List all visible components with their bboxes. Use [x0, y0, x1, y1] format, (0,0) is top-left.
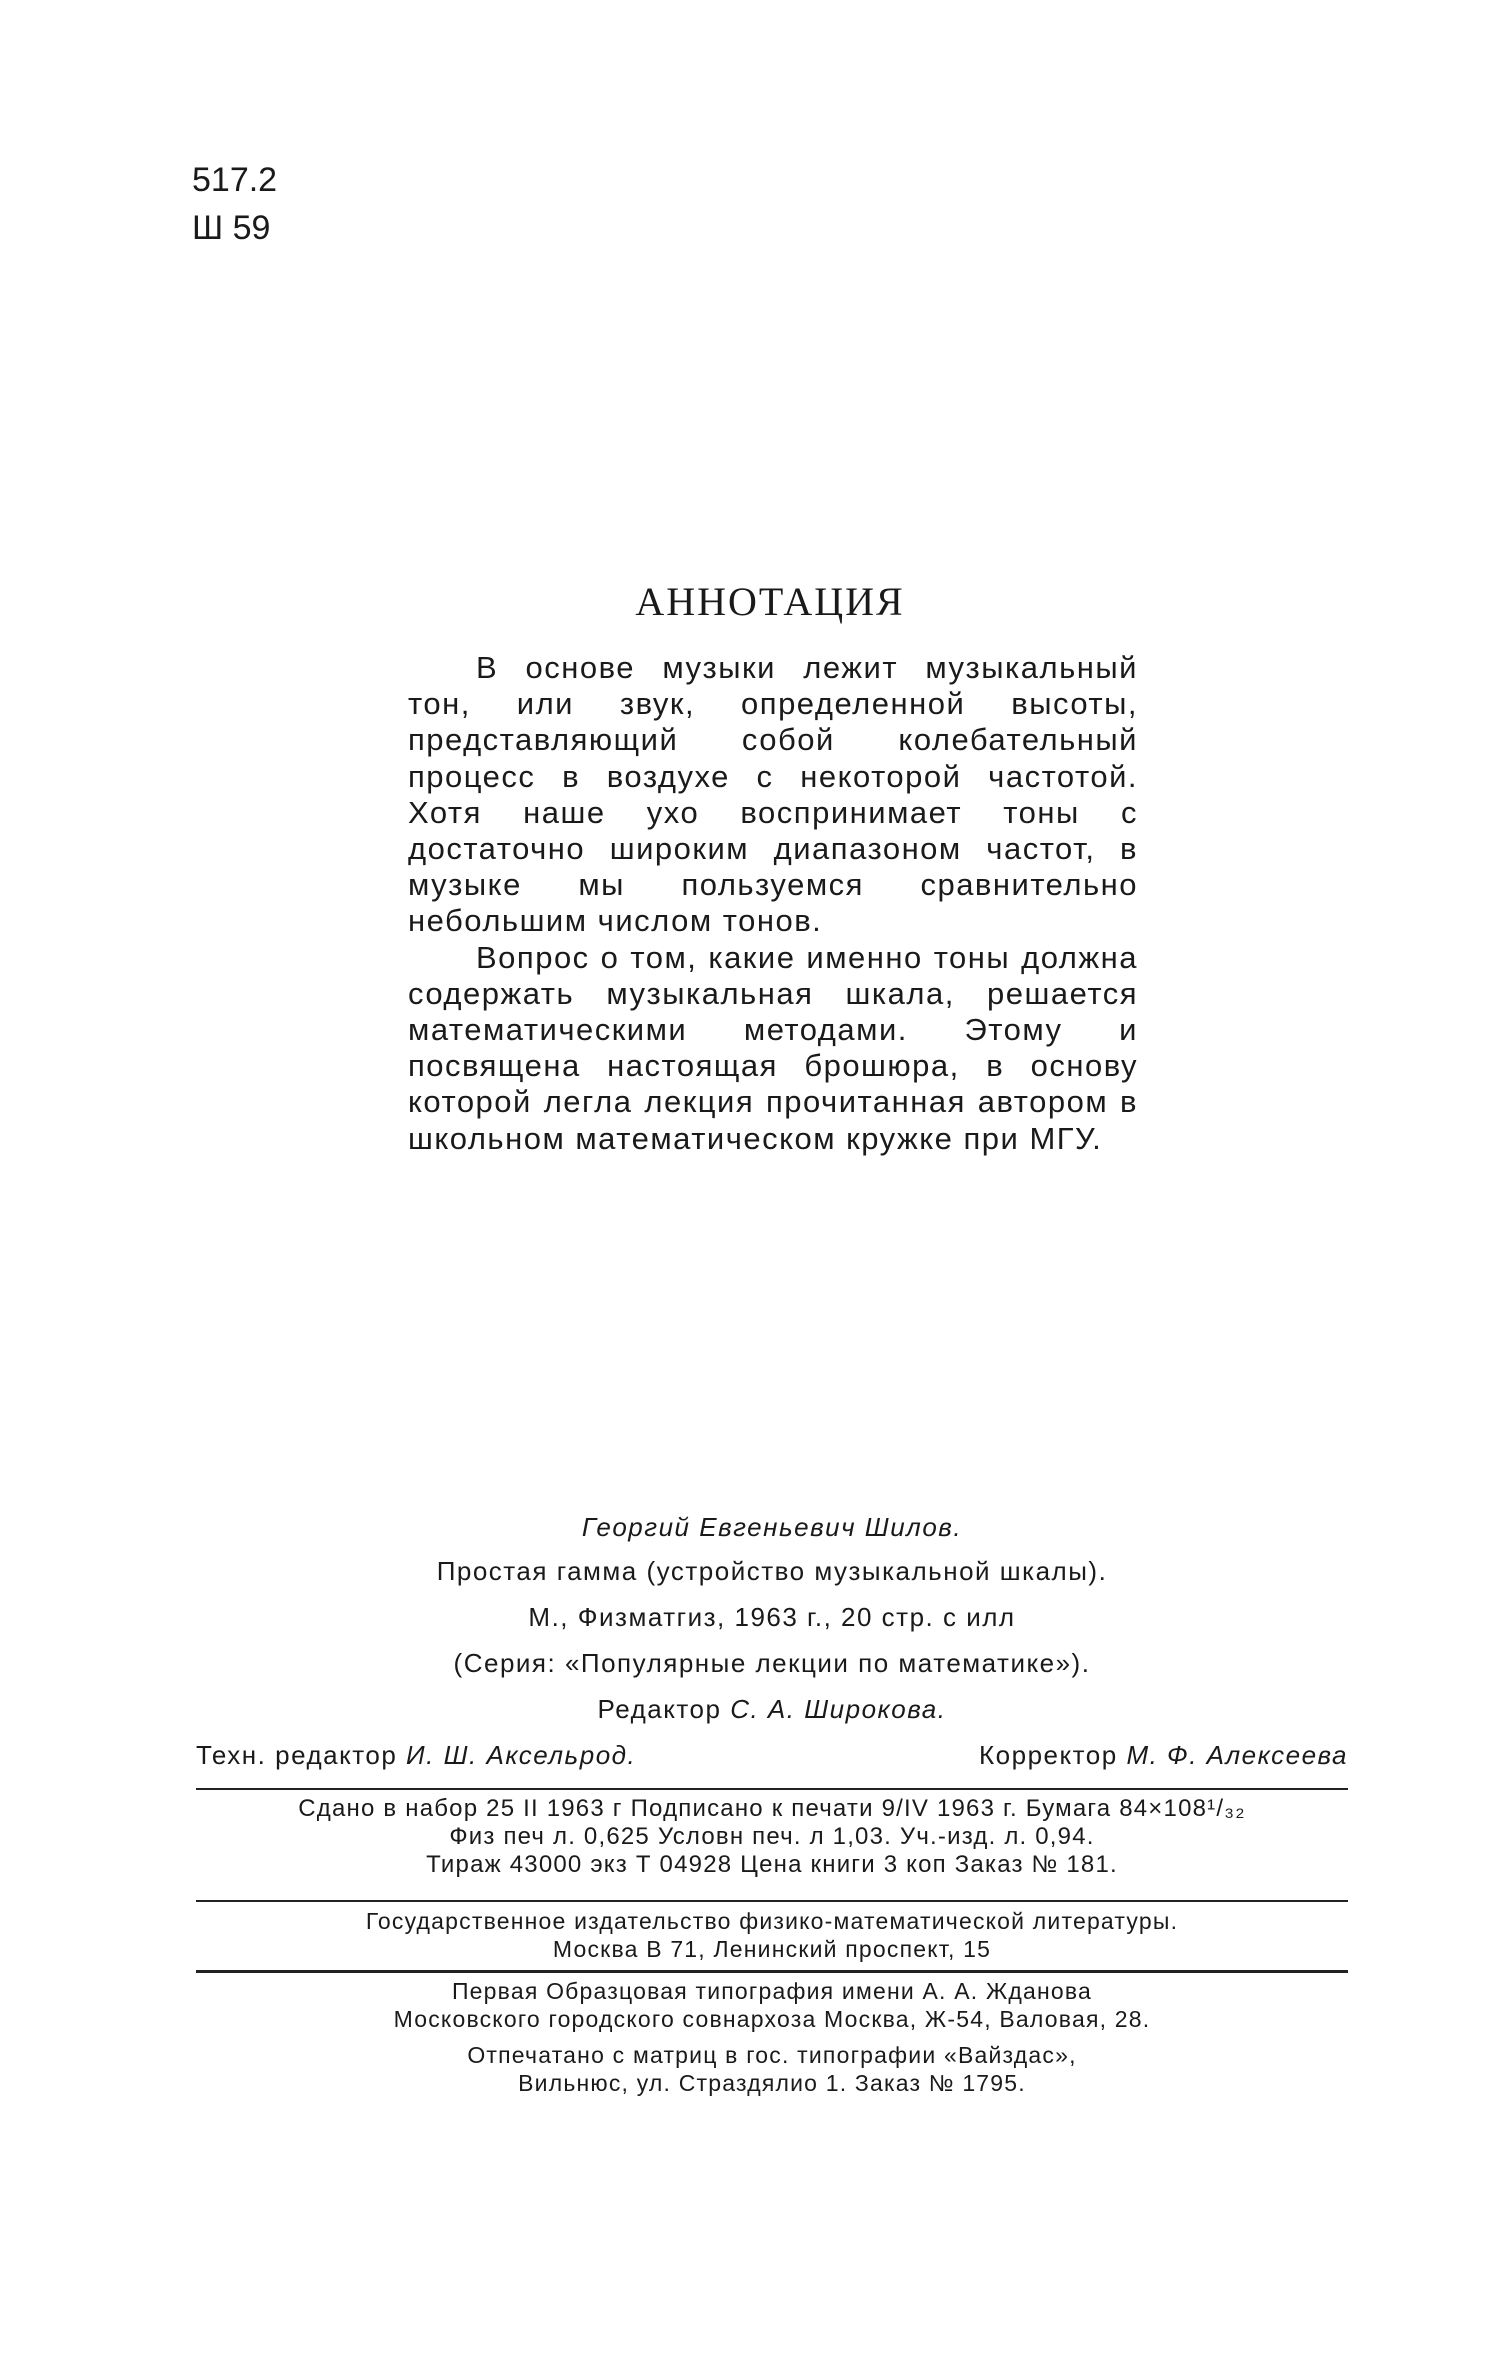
printer-line-3: Отпечатано с матриц в гос. типографии «Вайздас», [467, 2042, 1077, 2068]
series-info: (Серия: «Популярные лекции по математике»). [453, 1648, 1091, 1678]
editor-name: С. А. Широкова. [730, 1694, 947, 1724]
udc-code: 517.2 [192, 161, 278, 199]
production-line-3: Тираж 43000 экз Т 04928 Цена книги 3 коп Заказ № 181. [426, 1851, 1118, 1878]
printer-line-1: Первая Образцовая типография имени А. А. Жданова [451, 1978, 1093, 2004]
publication-info: М., Физматгиз, 1963 г., 20 стр. с илл [528, 1602, 1016, 1632]
annotation-body [408, 650, 1138, 1157]
printer-line-4: Вильнюс, ул. Страздялио 1. Заказ № 1795. [518, 2070, 1026, 2096]
editor-line [196, 1694, 1348, 1725]
corrector-name: М. Ф. Алексеева [1126, 1740, 1348, 1770]
publisher-line-1: Государственное издательство физико-математической литературы. [365, 1908, 1179, 1934]
divider-2 [196, 1900, 1348, 1902]
tech-editor-line [196, 1740, 636, 1771]
author-mark: Ш 59 [192, 209, 271, 247]
tech-editor-label: Техн. редактор [196, 1740, 398, 1770]
book-title: Простая гамма (устройство музыкальной шкалы). [436, 1556, 1108, 1586]
corrector-label: Корректор [979, 1740, 1118, 1770]
corrector-line [979, 1740, 1348, 1771]
annotation-title: АННОТАЦИЯ [635, 579, 905, 624]
author-name: Георгий Евгеньевич Шилов. [581, 1512, 963, 1542]
annotation-paragraph-2: Вопрос о том, какие именно тоны должна содержать музыкальная шкала, решается математическими методами. Этому и посвящена настоящая брошюра, в основу которой легла лекция прочитанная автором в школьном математическом кружке при МГУ. [408, 939, 1138, 1156]
tech-editor-name: И. Ш. Аксельрод. [406, 1740, 637, 1770]
publisher-line-2: Москва В 71, Ленинский проспект, 15 [552, 1936, 992, 1962]
production-line-1: Сдано в набор 25 II 1963 г Подписано к печати 9/IV 1963 г. Бумага 84×108¹/₃₂ [298, 1795, 1246, 1822]
classification-codes [192, 156, 277, 252]
divider-1 [196, 1788, 1348, 1790]
printer-line-2: Московского городского совнархоза Москва, Ж-54, Валовая, 28. [393, 2006, 1151, 2032]
editor-label: Редактор [597, 1694, 722, 1724]
production-line-2: Физ печ л. 0,625 Условн печ. л 1,03. Уч.-изд. л. 0,94. [449, 1823, 1095, 1850]
divider-3 [196, 1970, 1348, 1973]
annotation-paragraph-1: В основе музыки лежит музыкальный тон, или звук, определенной высоты, представляющий собой колебательный процесс в воздухе с некоторой частотой. Хотя наше ухо воспринимает тоны с достаточно широким диапазоном частот, в музыке мы пользуемся сравнительно небольшим числом тонов. [408, 650, 1138, 939]
